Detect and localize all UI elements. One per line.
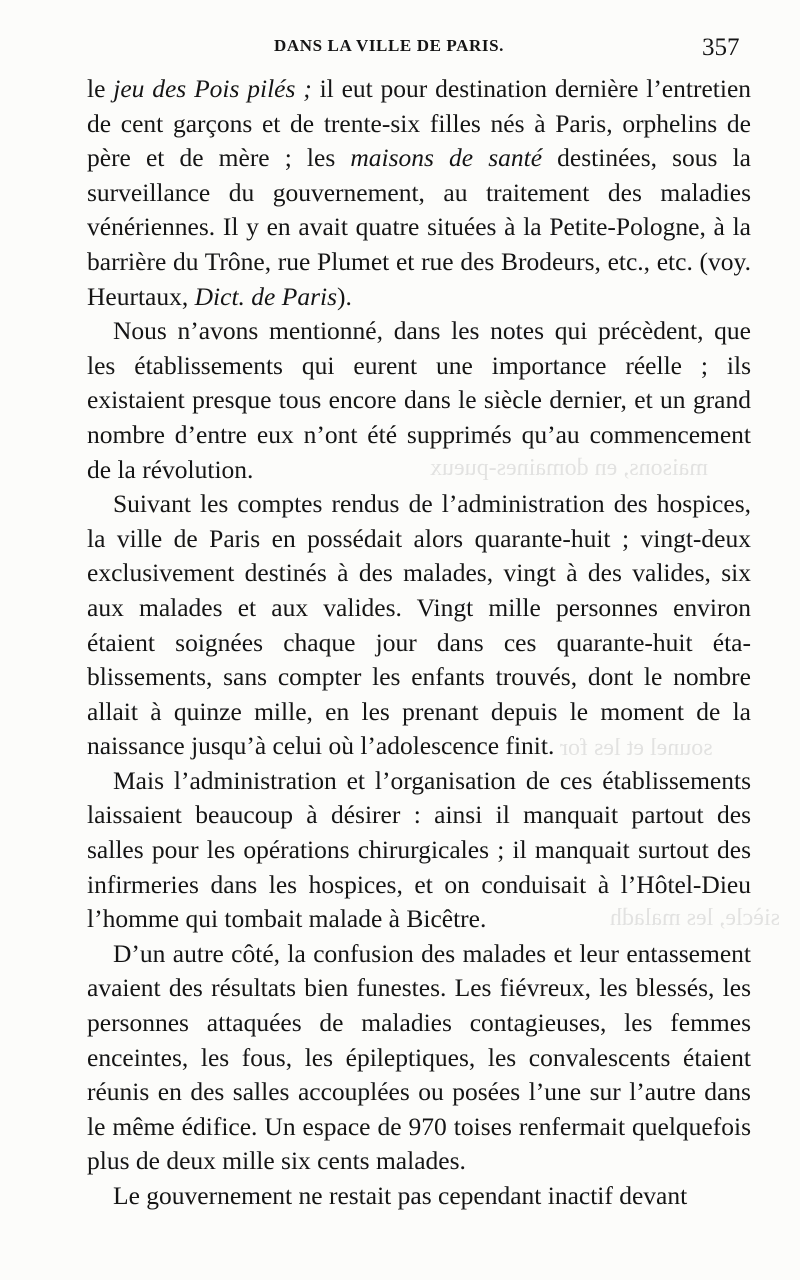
text-run: le — [87, 74, 114, 103]
running-title: DANS LA VILLE DE PARIS. — [274, 36, 504, 55]
paragraph-3: Suivant les comptes rendus de l’administration des hospices, la ville de Paris en possédait alors quarante-huit ; vingt-deux exclusivement destinés à des malades, vingt à des valides, six aux malades et aux valides. Vingt mille personnes environ étaient soignées chaque jour dans ces quarante-huit établissements, sans compter les enfants trouvés, dont le nombre allait à quinze mille, en les prenant depuis le moment de la naissance jusqu’à celui où l’adolescence finit. — [87, 489, 751, 761]
show-through-text: maisons, en domaines-pueux — [430, 455, 708, 481]
body-text — [87, 72, 751, 1214]
paragraph-6: Le gouvernement ne restait pas cependant inactif devant — [113, 1181, 688, 1210]
italic-reference: Dict. de Paris — [194, 281, 337, 311]
text-run: destinées, sous la surveillance du gouvernement, au traitement des maladies vénériennes. Il y en avait quatre situées à la Petite-Pologne, à la barrière du Trône, rue Plumet et rue des Brodeurs, etc., etc. (voy. Heurtaux, — [87, 143, 751, 311]
page-number: 357 — [702, 34, 740, 61]
italic-phrase: maisons de santé — [350, 143, 543, 173]
show-through-text: sounel et les for — [560, 735, 713, 761]
paragraph-5: D’un autre côté, la confusion des malades et leur entassement avaient des résultats bien funestes. Les fiévreux, les blessés, les personnes attaquées de maladies contagieuses, les femmes enceintes, les fous, les épileptiques, les convalescents étaient réunis en des salles accouplées ou posées l’une sur l’autre dans le même édifice. Un espace de 970 toises renfermait quelquefois plus de deux mille six cents malades. — [87, 938, 751, 1176]
paragraph-1 — [87, 72, 751, 314]
text-run: il eut pour destination dernière l’entretien de cent garçons et de trente-six filles nés à Paris, orphelins de père et de mère ; les — [87, 74, 752, 173]
italic-phrase: jeu des Pois pilés ; — [113, 74, 312, 103]
paragraph-4: Mais l’administration et l’organisation de ces établissements laissaient beaucoup à désirer : ainsi il manquait partout des salles pour les opérations chirurgicales ; il manquait surtout des infirmeries dans les hospices, et on conduisait à l’Hôtel-Dieu l’homme qui tombait malade à Bicêtre. — [87, 765, 751, 934]
running-header — [0, 30, 800, 64]
show-through-text: siècle, les maladh — [610, 905, 780, 931]
text-run: ). — [337, 281, 352, 311]
paragraph-2: Nous n’avons mentionné, dans les notes qui précèdent, que les établissements qui eurent une importance réelle ; ils existaient presque tous encore dans le siècle dernier, et un grand nombre d’entre eux n’ont été supprimés qu’au commencement de la révolution. — [87, 316, 751, 484]
